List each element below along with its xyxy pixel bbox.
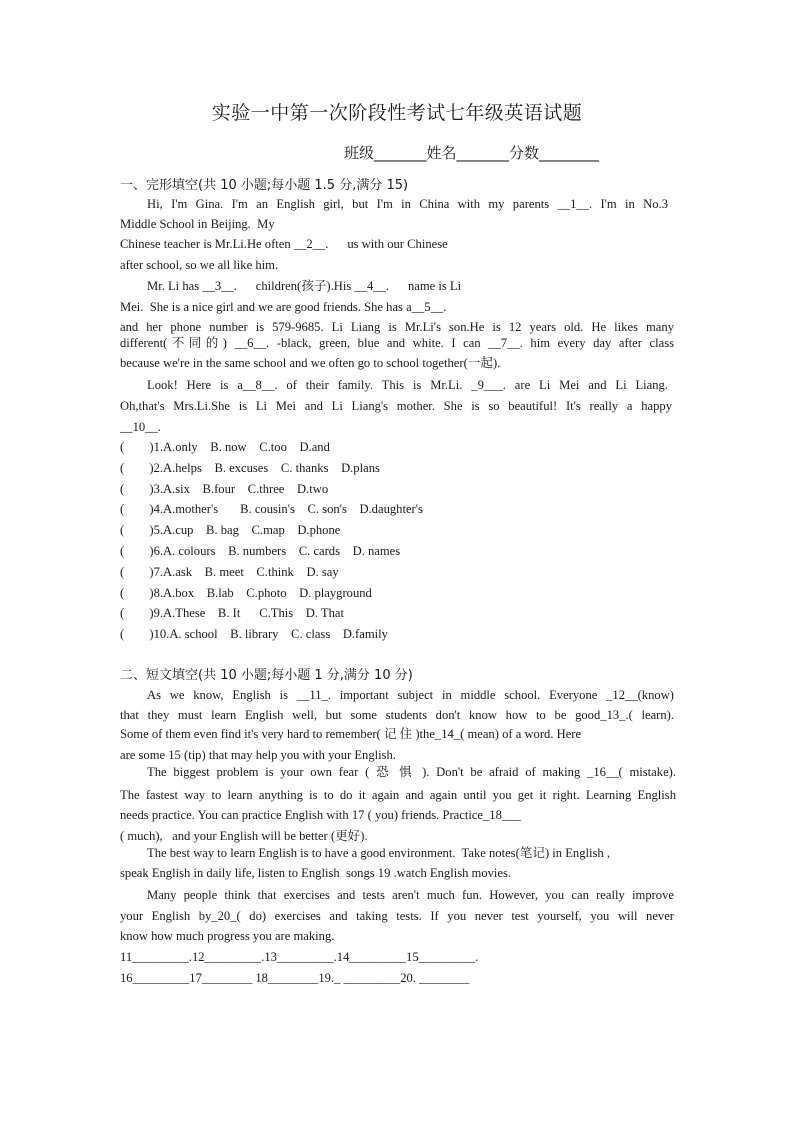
question-option-row: ( )3.A.six B.four C.three D.two bbox=[120, 482, 329, 496]
passage-line: As we know, English is __11_. important subject in middle school. Everyone _12__(know) bbox=[147, 688, 674, 702]
passage-line: your English by_20_( do) exercises and taking tests. If you never test yourself, you will never bbox=[120, 909, 674, 923]
question-option-row: ( )4.A.mother's B. cousin's C. son's D.daughter's bbox=[120, 502, 423, 516]
question-option-row: ( )5.A.cup B. bag C.map D.phone bbox=[120, 523, 341, 537]
question-option-row: ( )1.A.only B. now C.too D.and bbox=[120, 440, 330, 454]
passage-line: Mei. She is a nice girl and we are good friends. She has a__5__. bbox=[120, 300, 447, 314]
passage-line: needs practice. You can practice English with 17 ( you) friends. Practice_18___ bbox=[120, 808, 521, 822]
passage-line: and her phone number is 579-9685. Li Liang is Mr.Li's son.He is 12 years old. He likes many bbox=[120, 320, 674, 334]
passage-line: that they must learn English well, but some students don't know how to be good_13_.( learn). bbox=[120, 708, 674, 722]
passage-line: The biggest problem is your own fear ( 恐 惧 ). Don't be afraid of making _16__( mistake). bbox=[147, 765, 676, 779]
section1-heading: 一、完形填空(共 10 小题;每小题 1.5 分,满分 15) bbox=[120, 178, 409, 193]
passage-line: Chinese teacher is Mr.Li.He often __2__. us with our Chinese bbox=[120, 237, 448, 251]
passage-line: Many people think that exercises and tests aren't much fun. However, you can really improve bbox=[147, 888, 674, 902]
passage-line: Hi, I'm Gina. I'm an English girl, but I'm in China with my parents __1__. I'm in No.3 bbox=[147, 197, 668, 211]
passage-line: different(不同的) __6__. -black, green, blue and white. I can __7__. him every day after class bbox=[120, 336, 674, 350]
answer-blank-line[interactable]: 16_________17________ 18________19._ _________20. ________ bbox=[120, 971, 470, 985]
page-title: 实验一中第一次阶段性考试七年级英语试题 bbox=[211, 102, 583, 124]
passage-line: Some of them even find it's very hard to remember( 记 住 )the_14_( mean) of a word. Here bbox=[120, 727, 582, 741]
passage-line: speak English in daily life, listen to English songs 19 .watch English movies. bbox=[120, 866, 512, 880]
passage-line: Mr. Li has __3__. children(孩子).His __4__. name is Li bbox=[147, 279, 462, 293]
passage-line: The fastest way to learn anything is to do it again and again until you get it right. Learning English bbox=[120, 788, 676, 802]
question-option-row: ( )6.A. colours B. numbers C. cards D. names bbox=[120, 544, 401, 558]
passage-line: because we're in the same school and we often go to school together(一起). bbox=[120, 356, 501, 370]
answer-blank-line[interactable]: 11_________.12_________.13_________.14_________15_________. bbox=[120, 950, 479, 964]
passage-line: know how much progress you are making. bbox=[120, 929, 335, 943]
question-option-row: ( )10.A. school B. library C. class D.family bbox=[120, 627, 388, 641]
question-option-row: ( )7.A.ask B. meet C.think D. say bbox=[120, 565, 339, 579]
question-option-row: ( )9.A.These B. It C.This D. That bbox=[120, 606, 344, 620]
student-info-line: 班级_______姓名_______分数________ bbox=[344, 144, 600, 162]
passage-line: Look! Here is a__8__. of their family. This is Mr.Li. _9___. are Li Mei and Li Liang. bbox=[147, 378, 668, 392]
passage-line: ( much), and your English will be better (更好). bbox=[120, 829, 368, 843]
passage-line: after school, so we all like him. bbox=[120, 258, 279, 272]
passage-line: __10__. bbox=[120, 420, 161, 434]
passage-line: are some 15 (tip) that may help you with your English. bbox=[120, 748, 396, 762]
section2-heading: 二、短文填空(共 10 小题;每小题 1 分,满分 10 分) bbox=[120, 668, 413, 683]
question-option-row: ( )8.A.box B.lab C.photo D. playground bbox=[120, 586, 372, 600]
passage-line: Middle School in Beijing. My bbox=[120, 217, 275, 231]
passage-line: Oh,that's Mrs.Li.She is Li Mei and Li Liang's mother. She is so beautiful! It's really a happy bbox=[120, 399, 672, 413]
question-option-row: ( )2.A.helps B. excuses C. thanks D.plans bbox=[120, 461, 380, 475]
passage-line: The best way to learn English is to have a good environment. Take notes(笔记) in English , bbox=[147, 846, 611, 860]
